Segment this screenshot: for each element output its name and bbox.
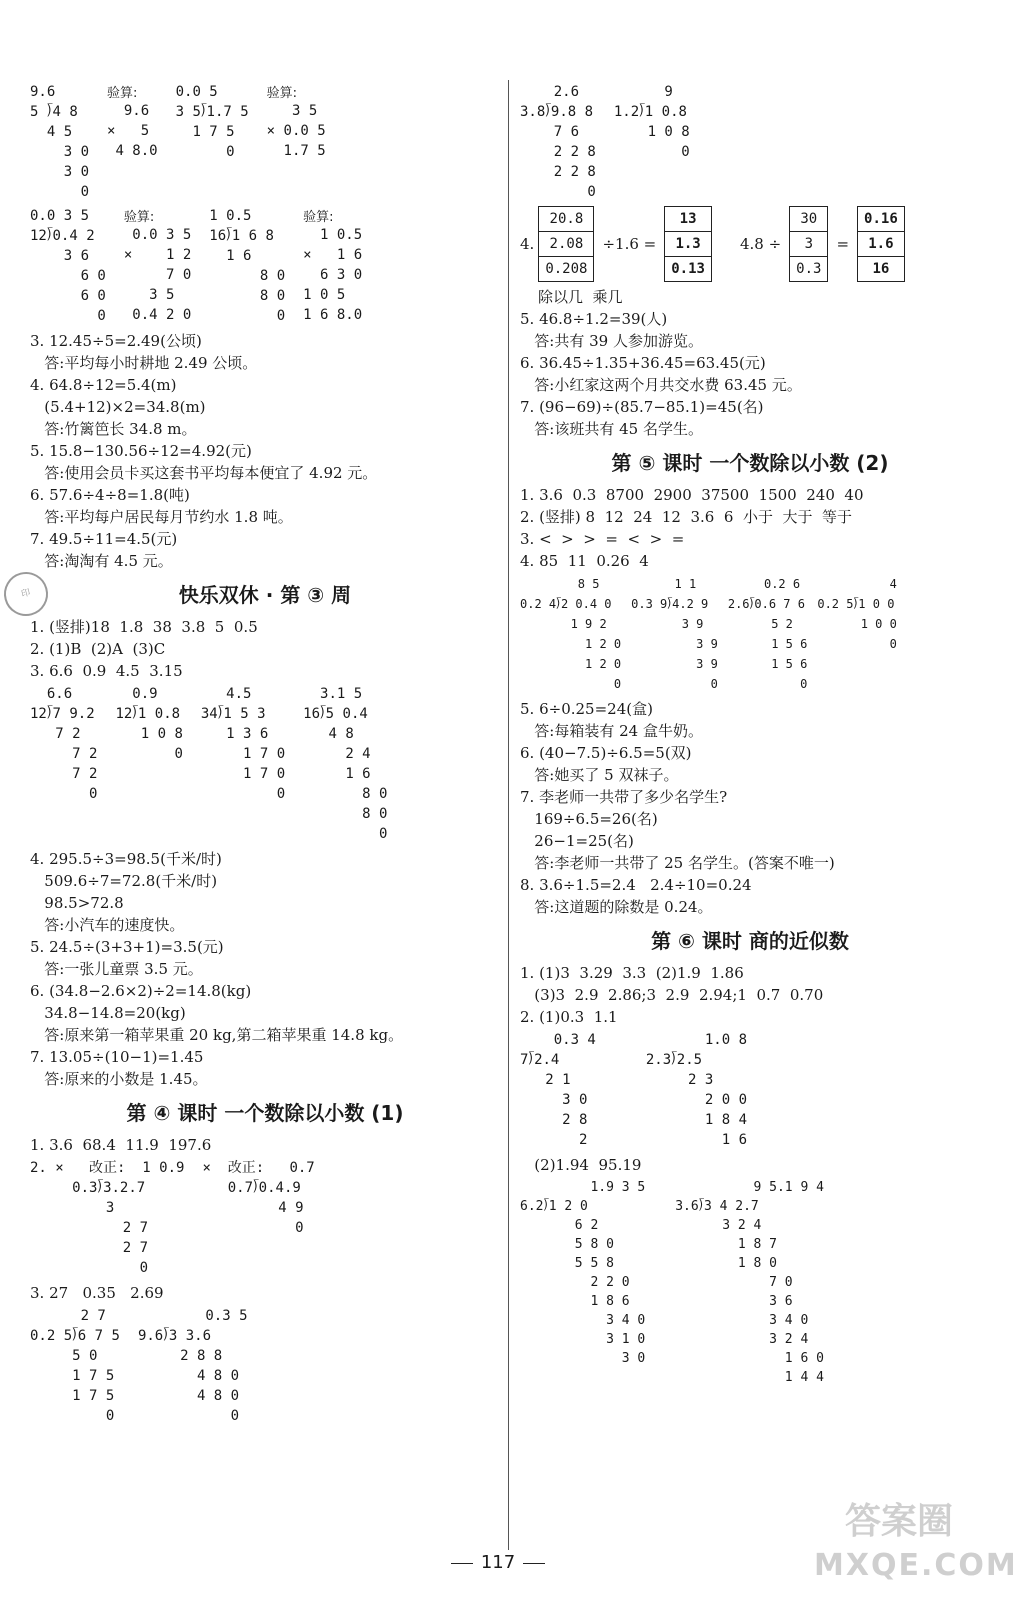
check-block	[303, 206, 362, 325]
answer-line: 169÷6.5=26(名)	[520, 810, 658, 828]
long-division-9-6: 9.6 5 ⟌4 8 4 5 3 0 3 0 0	[30, 84, 90, 200]
answer-line: 1. (竖排)18 1.8 38 3.8 5 0.5	[30, 618, 258, 636]
q4-table-exercise	[520, 206, 980, 282]
long-division: 2 7 0.2 5⟌6 7 5 5 0 1 7 5 1 7 5 0	[30, 1308, 120, 1424]
long-division: 0.3 5 9.6⟌3 3.6 2 8 8 4 8 0 4 8 0 0	[137, 1308, 248, 1424]
check-label: 验算:	[266, 86, 298, 101]
answer-line: 1. 3.6 68.4 11.9 197.6	[30, 1136, 212, 1154]
answer-line: 5. 6÷0.25=24(盒)	[520, 700, 653, 718]
answer-line: 4. 64.8÷12=5.4(m)	[30, 376, 177, 394]
answer-list-lesson5	[520, 484, 980, 572]
correction-division-b: × 改正: 0.7 0.7⟌0.4.9 4 9 0	[202, 1160, 315, 1236]
dividend-table	[538, 206, 594, 282]
check-multiplication: 9.6 × 5 4 8.0	[107, 103, 158, 159]
table-cell: 0.13	[665, 257, 712, 282]
check-block	[107, 82, 158, 161]
answer-line: 26−1=25(名)	[520, 832, 634, 850]
section-heading-lesson-5: 第 ⑤ 课时 一个数除以小数 (2)	[611, 451, 889, 475]
question-number: 4.	[520, 235, 535, 253]
answer-line: 4. 295.5÷3=98.5(千米/时)	[30, 850, 222, 868]
check-label: 验算:	[303, 210, 334, 225]
dividend-text: 4.8 ÷	[739, 235, 782, 253]
check-multiplication: 3 5 × 0.0 5 1.7 5	[266, 103, 326, 159]
answer-line: (2)1.94 95.19	[520, 1156, 642, 1174]
division-row-lesson6-b	[520, 1178, 980, 1387]
watermark-bottom-text: MXQE.COM	[814, 1548, 1018, 1583]
table-cell: 30	[790, 207, 828, 232]
page-number: 117	[480, 1552, 516, 1573]
long-division: 2.6 3.8⟌9.8 8 7 6 2 2 8 2 2 8 0	[520, 84, 596, 200]
check-label: 验算:	[107, 86, 138, 101]
answer-line: 除以几 乘几	[538, 288, 623, 306]
answer-line: 3. < > > = < > =	[520, 530, 685, 548]
check-block	[124, 206, 191, 325]
answer-line: 答:一张儿童票 3.5 元。	[30, 960, 203, 978]
answer-line: 6. 36.45÷1.35+36.45=63.45(元)	[520, 354, 766, 372]
answer-line: 答:竹篱笆长 34.8 m。	[30, 420, 197, 438]
answer-line: 3. 27 0.35 2.69	[30, 1284, 164, 1302]
answer-line: 答:李老师一共带了 25 名学生。(答案不唯一)	[520, 854, 835, 872]
table-cell: 16	[858, 257, 905, 282]
table-cell: 0.208	[539, 257, 594, 282]
long-division: 4.5 34⟌1 5 3 1 3 6 1 7 0 1 7 0 0	[200, 686, 286, 802]
long-division: 0.2 6 2.6⟌0.6 7 6 5 2 1 5 6 1 5 6 0	[727, 577, 808, 691]
check-multiplication: 0.0 3 5 × 1 2 7 0 3 5 0.4 2 0	[123, 227, 192, 323]
answer-line: 5. 46.8÷1.2=39(人)	[520, 310, 668, 328]
answer-line: 2. (竖排) 8 12 24 12 3.6 6 小于 大于 等于	[520, 508, 853, 526]
long-division: 6.6 12⟌7 9.2 7 2 7 2 7 2 0	[30, 686, 98, 802]
answer-line: 2. (1)B (2)A (3)C	[30, 640, 166, 658]
long-division: 1 1 0.3 9⟌4.2 9 3 9 3 9 3 9 0	[631, 577, 718, 691]
division-row-2	[30, 206, 500, 326]
answer-line: 答:小汽车的速度快。	[30, 916, 185, 934]
answer-line: 5. 24.5÷(3+3+1)=3.5(元)	[30, 938, 224, 956]
table-cell: 3	[790, 232, 828, 257]
answer-line: 1. (1)3 3.29 3.3 (2)1.9 1.86	[520, 964, 744, 982]
answer-line: 7. 49.5÷11=4.5(元)	[30, 530, 178, 548]
answer-line: 5. 15.8−130.56÷12=4.92(元)	[30, 442, 252, 460]
right-column	[520, 80, 980, 1391]
correction-row	[30, 1158, 500, 1278]
divisor-table	[789, 206, 828, 282]
long-division: 0.3 4 7⟌2.4 2 1 3 0 2 8 2	[520, 1032, 596, 1148]
answer-line: 答:她买了 5 双袜子。	[520, 766, 679, 784]
answer-line: 答:每箱装有 24 盒牛奶。	[520, 722, 703, 740]
division-row-1	[30, 82, 500, 202]
answer-list-lesson5-2	[520, 698, 980, 918]
table-cell: 20.8	[539, 207, 594, 232]
long-division: 8 5 0.2 4⟌2 0.4 0 1 9 2 1 2 0 1 2 0 0	[520, 577, 622, 691]
watermark-logo	[814, 1500, 1018, 1590]
division-row-lesson5	[520, 574, 980, 694]
answer-list-lesson6	[520, 962, 980, 1028]
answer-line: 答:淘淘有 4.5 元。	[30, 552, 173, 570]
answer-line: 34.8−14.8=20(kg)	[30, 1004, 186, 1022]
result-table	[857, 206, 905, 282]
check-multiplication: 1 0.5 × 1 6 6 3 0 1 0 5 1 6 8.0	[303, 227, 363, 323]
equals-sign: =	[836, 235, 850, 253]
footer-dash	[523, 1563, 545, 1564]
table-cell: 1.6	[858, 232, 905, 257]
division-row-top	[520, 82, 980, 202]
check-label: 验算:	[123, 210, 155, 225]
answer-line: 7. 李老师一共带了多少名学生?	[520, 788, 728, 806]
answer-line: 7. 13.05÷(10−1)=1.45	[30, 1048, 204, 1066]
column-divider	[508, 80, 509, 1550]
answer-line: 6. (34.8−2.6×2)÷2=14.8(kg)	[30, 982, 252, 1000]
answer-line: 3. 6.6 0.9 4.5 3.15	[30, 662, 183, 680]
answer-list-1	[30, 330, 500, 572]
answer-list-week	[30, 616, 500, 682]
answer-line: 8. 3.6÷1.5=2.4 2.4÷10=0.24	[520, 876, 752, 894]
answer-line: 答:原来第一箱苹果重 20 kg,第二箱苹果重 14.8 kg。	[30, 1026, 404, 1044]
answer-line: 答:使用会员卡买这套书平均每本便宜了 4.92 元。	[30, 464, 378, 482]
answer-line: 98.5>72.8	[30, 894, 124, 912]
answer-line: 509.6÷7=72.8(千米/时)	[30, 872, 218, 890]
long-division: 3.1 5 16⟌5 0.4 4 8 2 4 1 6 8 0 8 0 0	[303, 686, 388, 842]
long-division: 1.0 8 2.3⟌2.5 2 3 2 0 0 1 8 4 1 6	[645, 1032, 748, 1148]
answer-line: 答:原来的小数是 1.45。	[30, 1070, 208, 1088]
long-division-0-05: 0.0 5 3 5⟌1.7 5 1 7 5 0	[175, 84, 249, 160]
answer-line: 1. 3.6 0.3 8700 2900 37500 1500 240 40	[520, 486, 864, 504]
table-cell: 0.16	[858, 207, 905, 232]
table-cell: 13	[665, 207, 712, 232]
section-heading-week-3: 快乐双休 · 第 ③ 周	[178, 583, 352, 607]
answer-line: 答:这道题的除数是 0.24。	[520, 898, 713, 916]
result-table	[664, 206, 712, 282]
answer-line: 7. (96−69)÷(85.7−85.1)=45(名)	[520, 398, 764, 416]
answer-line: 答:平均每户居民每月节约水 1.8 吨。	[30, 508, 293, 526]
left-column	[30, 80, 500, 1430]
long-division: 4 0.2 5⟌1 0 0 1 0 0 0	[817, 577, 897, 651]
answer-line: 4. 85 11 0.26 4	[520, 552, 649, 570]
answer-line: 答:共有 39 人参加游览。	[520, 332, 703, 350]
stamp-seal-icon: 印	[0, 567, 53, 621]
table-cell: 2.08	[539, 232, 594, 257]
division-row-lesson6-a	[520, 1030, 980, 1150]
divisor-text: ÷1.6 =	[602, 235, 657, 253]
answer-line: 6. 57.6÷4÷8=1.8(吨)	[30, 486, 190, 504]
long-division-0-035: 0.0 3 5 12⟌0.4 2 3 6 6 0 6 0 0	[30, 208, 106, 324]
long-division-10-5: 1 0.5 16⟌1 6 8 1 6 8 0 8 0 0	[209, 208, 286, 324]
answer-line: (5.4+12)×2=34.8(m)	[30, 398, 206, 416]
division-row-week	[30, 684, 500, 844]
long-division: 9 1.2⟌1 0.8 1 0 8 0	[613, 84, 690, 160]
answer-line: 3. 12.45÷5=2.49(公顷)	[30, 332, 202, 350]
section-heading-lesson-6: 第 ⑥ 课时 商的近似数	[651, 929, 849, 953]
footer-dash	[451, 1563, 473, 1564]
answer-line: 2. (1)0.3 1.1	[520, 1008, 618, 1026]
answer-line: 答:小红家这两个月共交水费 63.45 元。	[520, 376, 802, 394]
answer-list-right-1	[520, 308, 980, 440]
answer-list-week-2	[30, 848, 500, 1090]
table-cell: 0.3	[790, 257, 828, 282]
long-division: 1.9 3 5 6.2⟌1 2 0 6 2 5 8 0 5 5 8 2 2 0 1 8 6 3 4 0 3 1 0 3 0	[520, 1180, 646, 1366]
answer-line: 答:平均每小时耕地 2.49 公顷。	[30, 354, 258, 372]
answer-line: (3)3 2.9 2.86;3 2.9 2.94;1 0.7 0.70	[520, 986, 824, 1004]
check-block	[267, 82, 326, 161]
watermark-top-text: 答案圈	[844, 1501, 953, 1542]
table-cell: 1.3	[665, 232, 712, 257]
section-heading-lesson-4: 第 ④ 课时 一个数除以小数 (1)	[126, 1101, 404, 1125]
correction-division-a: 2. × 改正: 1 0.9 0.3⟌3.2.7 3 2 7 2 7 0	[30, 1160, 185, 1276]
long-division: 9 5.1 9 4 3.6⟌3 4 2.7 3 2 4 1 8 7 1 8 0 7 0 3 6 3 4 0 3 2 4 1 6 0 1 4 4	[675, 1180, 824, 1385]
division-row-lesson4	[30, 1306, 500, 1426]
long-division: 0.9 12⟌1 0.8 1 0 8 0	[115, 686, 183, 762]
answer-line: 6. (40−7.5)÷6.5=5(双)	[520, 744, 692, 762]
answer-line: 答:该班共有 45 名学生。	[520, 420, 703, 438]
